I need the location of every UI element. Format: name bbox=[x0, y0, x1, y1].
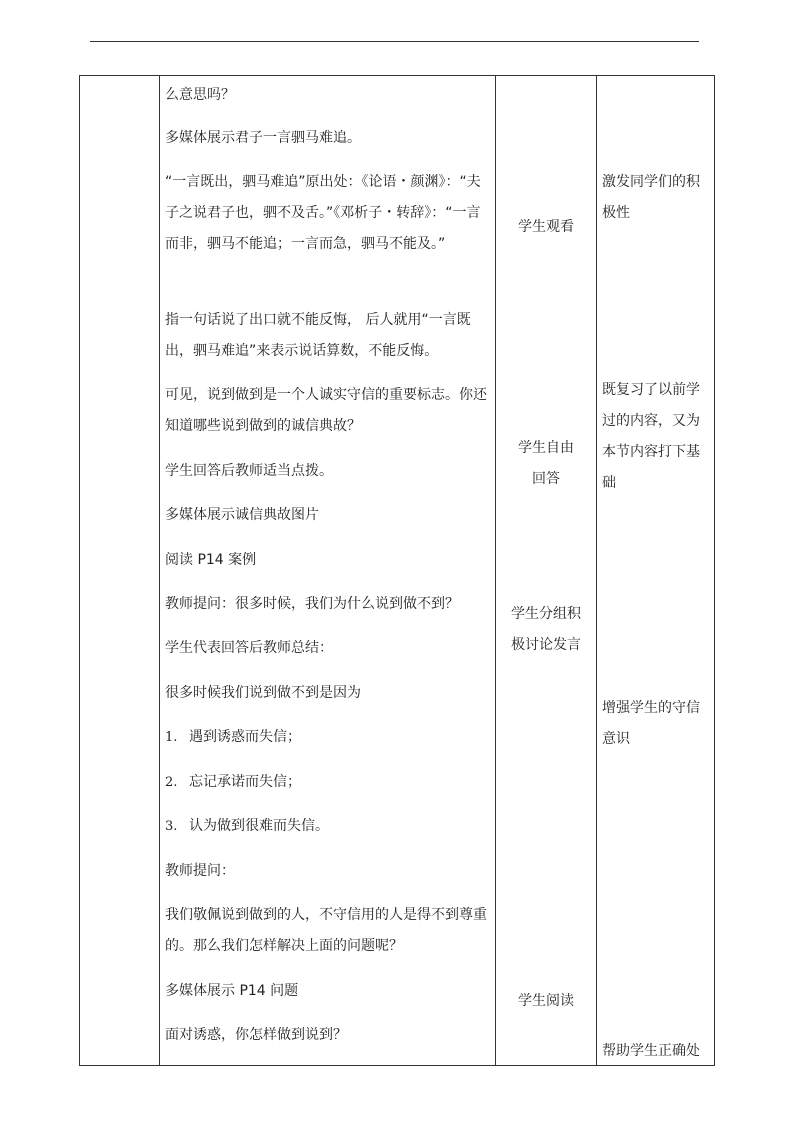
student-activity: 学生自由回答 bbox=[518, 440, 574, 487]
student-activity: 学生阅读 bbox=[518, 993, 574, 1009]
list-item bbox=[165, 722, 493, 753]
list-item bbox=[165, 767, 493, 798]
list-item bbox=[165, 811, 493, 842]
paragraph: 多媒体展示 P14 问题 bbox=[165, 983, 299, 999]
design-purpose: 帮助学生正确处 bbox=[602, 1043, 700, 1059]
paragraph: 我们敬佩说到做到的人，不守信用的人是得不到尊重的。那么我们怎样解决上面的问题呢？ bbox=[165, 907, 487, 954]
paragraph: 很多时候我们说到做不到是因为 bbox=[165, 685, 361, 701]
list-text: 遇到诱惑而失信； bbox=[189, 729, 301, 745]
list-number: 2. bbox=[165, 775, 178, 790]
paragraph: “一言既出，驷马难追”原出处：《论语・颜渊》：“夫子之说君子也，驷不及舌。”《邓析子・转辞》：“一言而非，驷马不能追；一言而急，驷马不能及。” bbox=[165, 174, 481, 252]
list-text: 忘记承诺而失信； bbox=[189, 774, 301, 790]
list-number: 1. bbox=[165, 730, 178, 745]
paragraph: 教师提问： bbox=[165, 863, 235, 879]
paragraph: 学生代表回答后教师总结： bbox=[165, 640, 333, 656]
paragraph: 多媒体展示君子一言驷马难追。 bbox=[165, 130, 361, 146]
paragraph: 阅读 P14 案例 bbox=[165, 552, 257, 568]
paragraph: 学生回答后教师适当点拨。 bbox=[165, 463, 333, 479]
design-purpose: 激发同学们的积极性 bbox=[602, 174, 700, 221]
paragraph: 可见，说到做到是一个人诚实守信的重要标志。你还知道哪些说到做到的诚信典故？ bbox=[165, 387, 487, 434]
design-purpose: 增强学生的守信意识 bbox=[602, 700, 700, 747]
paragraph: 么意思吗？ bbox=[165, 87, 235, 103]
lesson-table bbox=[79, 75, 715, 1066]
student-activity: 学生观看 bbox=[518, 219, 574, 235]
paragraph: 多媒体展示诚信典故图片 bbox=[165, 507, 319, 523]
column-divider bbox=[159, 76, 160, 1065]
paragraph: 面对诱惑，你怎样做到说到？ bbox=[165, 1027, 347, 1043]
design-purpose: 既复习了以前学过的内容，又为本节内容打下基础 bbox=[602, 382, 700, 491]
paragraph: 指一句话说了出口就不能反悔， 后人就用“一言既出，驷马难追”来表示说话算数，不能反悔。 bbox=[165, 312, 471, 359]
paragraph: 教师提问：很多时候，我们为什么说到做不到？ bbox=[165, 596, 459, 612]
column-divider bbox=[596, 76, 597, 1065]
header-rule bbox=[90, 41, 699, 42]
list-number: 3. bbox=[165, 819, 178, 834]
student-activity: 学生分组积极讨论发言 bbox=[511, 606, 581, 653]
list-text: 认为做到很难而失信。 bbox=[189, 818, 329, 834]
